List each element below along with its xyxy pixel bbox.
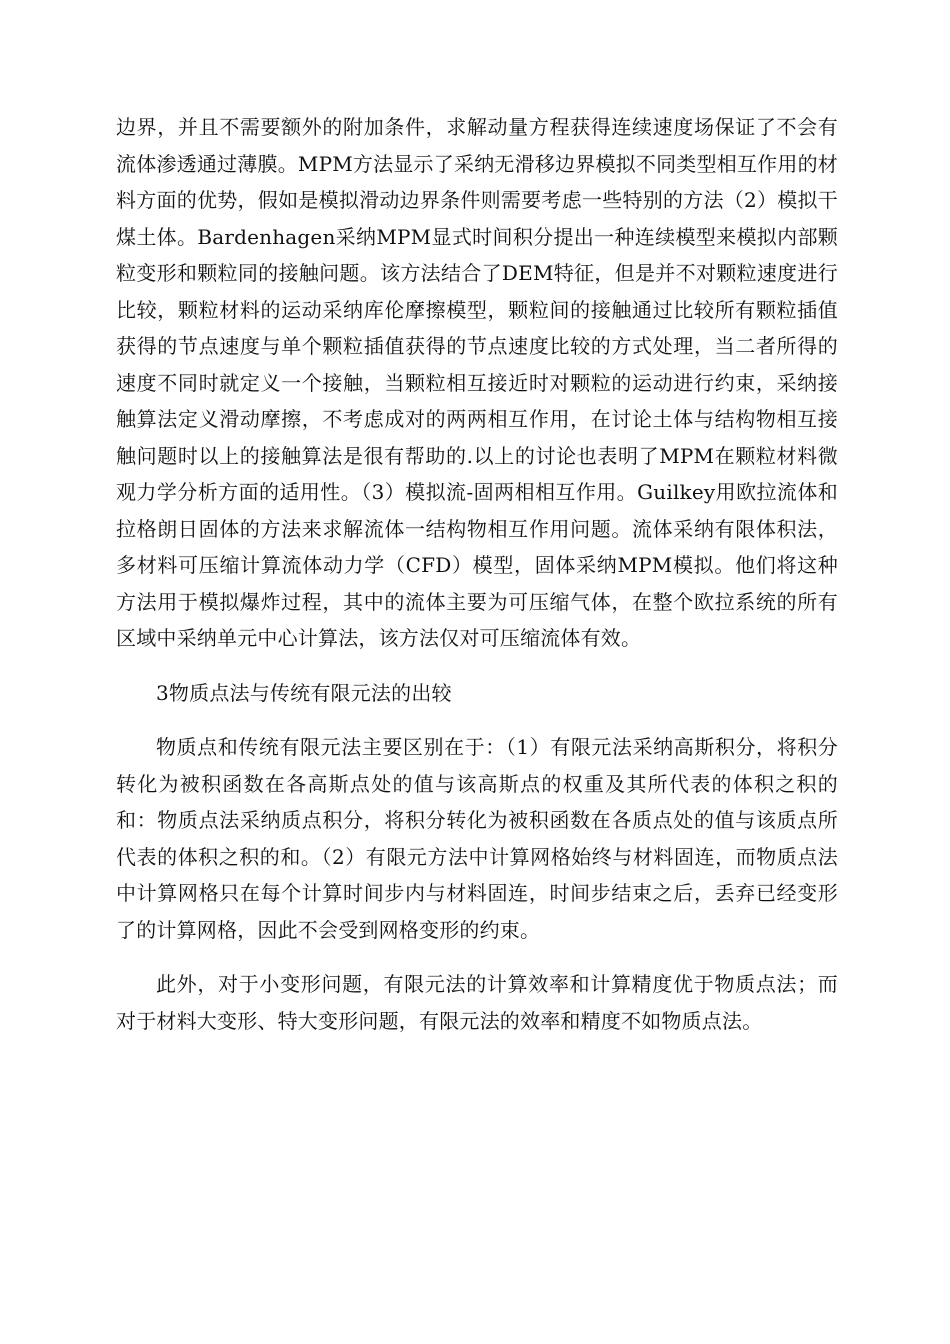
- document-body: [116, 109, 838, 1039]
- paragraph-differences: 物质点和传统有限元法主要区别在于：（1）有限元法采纳高斯积分，将积分转化为被积函数在各高斯点处的值与该高斯点的权重及其所代表的体积之积的和：物质点法采纳质点积分，将积分转化为被积函数在各质点处的值与该质点所代表的体积之积的和。（2）有限元方法中计算网格始终与材料固连，而物质点法中计算网格只在每个计算时间步内与材料固连，时间步结束之后，丢弃已经变形了的计算网格，因此不会受到网格变形的约束。: [116, 735, 838, 942]
- paragraph-mpm-applications: 边界，并且不需要额外的附加条件，求解动量方程获得连续速度场保证了不会有流体渗透通过薄膜。MPM方法显示了采纳无滑移边界模拟不同类型相互作用的材料方面的优势，假如是模拟滑动边界条件则需要考虑一些特别的方法（2）模拟干煤土体。Bardenhagen采纳MPM显式时间积分提出一种连续模型来模拟内部颗粒变形和颗粒同的接触问题。该方法结合了DEM特征，但是并不对颗粒速度进行比较，颗粒材料的运动采纳库伦摩擦模型，颗粒间的接触通过比较所有颗粒插值获得的节点速度与单个颗粒插值获得的节点速度比较的方式处理，当二者所得的速度不同时就定义一个接触，当颗粒相互接近时对颗粒的运动进行约束，采纳接触算法定义滑动摩擦，不考虑成对的两两相互作用，在讨论土体与结构物相互接触问题时以上的接触算法是很有帮助的.以上的讨论也表明了MPM在颗粒材料微观力学分析方面的适用性。（3）模拟流-固两相相互作用。Guilkey用欧拉流体和拉格朗日固体的方法来求解流体一结构物相互作用问题。流体采纳有限体积法，多材料可压缩计算流体动力学（CFD）模型，固体采纳MPM模拟。他们将这种方法用于模拟爆炸过程，其中的流体主要为可压缩气体，在整个欧拉系统的所有区域中采纳单元中心计算法，该方法仅对可压缩流体有效。: [116, 115, 838, 650]
- paragraph-efficiency: 此外，对于小变形问题，有限元法的计算效率和计算精度优于物质点法；而对于材料大变形、特大变形问题，有限元法的效率和精度不如物质点法。: [116, 972, 838, 1033]
- section-heading: 3物质点法与传统有限元法的出较: [156, 680, 452, 705]
